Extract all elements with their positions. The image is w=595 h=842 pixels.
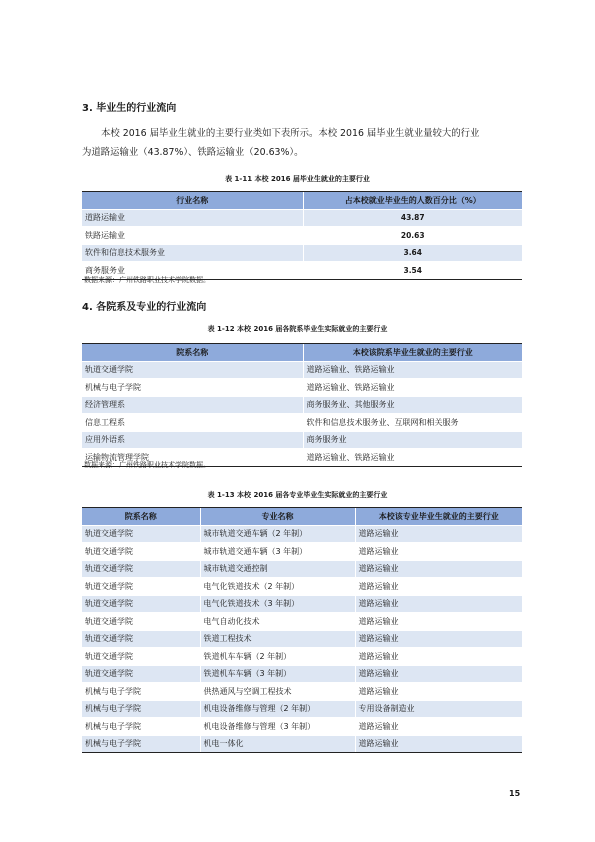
table-row bbox=[82, 683, 522, 701]
col-header: 院系名称 bbox=[82, 344, 303, 362]
table-row bbox=[82, 700, 522, 718]
table-cell: 机械与电子学院 bbox=[82, 718, 200, 736]
table-row bbox=[82, 578, 522, 596]
table-row bbox=[82, 414, 522, 432]
section3-heading: 3. 毕业生的行业流向 bbox=[82, 103, 177, 114]
table-cell: 机械与电子学院 bbox=[82, 700, 200, 718]
section3-paragraph bbox=[82, 124, 522, 162]
table-cell: 铁道工程技术 bbox=[200, 630, 355, 648]
table-cell: 机电设备维修与管理（2 年制） bbox=[200, 700, 355, 718]
table-cell: 机电设备维修与管理（3 年制） bbox=[200, 718, 355, 736]
table-cell: 商务服务业 bbox=[303, 431, 522, 449]
col-header: 本校该专业毕业生就业的主要行业 bbox=[355, 508, 522, 526]
table-cell: 3.54 bbox=[303, 262, 522, 280]
table-row bbox=[82, 735, 522, 753]
table-cell: 轨道交通学院 bbox=[82, 613, 200, 631]
table-row bbox=[82, 718, 522, 736]
table-cell: 电气化铁道技术（2 年制） bbox=[200, 578, 355, 596]
table-cell: 城市轨道交通车辆（3 年制） bbox=[200, 543, 355, 561]
table-cell: 道路运输业 bbox=[355, 525, 522, 543]
table-cell: 道路运输业 bbox=[355, 578, 522, 596]
col-header: 专业名称 bbox=[200, 508, 355, 526]
table-cell: 轨道交通学院 bbox=[82, 560, 200, 578]
table-cell: 机械与电子学院 bbox=[82, 735, 200, 753]
table-cell: 轨道交通学院 bbox=[82, 578, 200, 596]
table-row bbox=[82, 648, 522, 666]
table13-caption: 表 1-13 本校 2016 届各专业毕业生实际就业的主要行业 bbox=[207, 491, 388, 499]
table-cell: 应用外语系 bbox=[82, 431, 303, 449]
paragraph-line: 为道路运输业（43.87%）、铁路运输业（20.63%）。 bbox=[82, 147, 304, 158]
table-cell: 20.63 bbox=[303, 227, 522, 245]
table-row bbox=[82, 543, 522, 561]
table-row bbox=[82, 431, 522, 449]
table-cell: 43.87 bbox=[303, 209, 522, 227]
table12-source: 数据来源：广州铁路职业技术学院数据。 bbox=[84, 461, 210, 469]
table-cell: 道路运输业 bbox=[355, 543, 522, 561]
table-cell: 道路运输业 bbox=[355, 735, 522, 753]
table-cell: 铁路运输业 bbox=[82, 227, 303, 245]
table-cell: 机械与电子学院 bbox=[82, 379, 303, 397]
table-cell: 道路运输业、铁路运输业 bbox=[303, 361, 522, 379]
table-cell: 轨道交通学院 bbox=[82, 648, 200, 666]
table11-caption: 表 1-11 本校 2016 届毕业生就业的主要行业 bbox=[225, 175, 370, 183]
table-row bbox=[82, 379, 522, 397]
col-header: 院系名称 bbox=[82, 508, 200, 526]
table11-source: 数据来源：广州铁路职业技术学院数据。 bbox=[84, 276, 210, 284]
col-header: 占本校就业毕业生的人数百分比（%） bbox=[303, 192, 522, 210]
table-cell: 轨道交通学院 bbox=[82, 665, 200, 683]
table-cell: 电气自动化技术 bbox=[200, 613, 355, 631]
table-row bbox=[82, 227, 522, 245]
table-cell: 机电一体化 bbox=[200, 735, 355, 753]
table-cell: 商务服务业 bbox=[82, 262, 303, 280]
table-cell: 电气化铁道技术（3 年制） bbox=[200, 595, 355, 613]
table-cell: 铁道机车车辆（2 年制） bbox=[200, 648, 355, 666]
table-cell: 城市轨道交通控制 bbox=[200, 560, 355, 578]
page-number: 15 bbox=[509, 789, 521, 798]
table-cell: 专用设备制造业 bbox=[355, 700, 522, 718]
table-cell: 城市轨道交通车辆（2 年制） bbox=[200, 525, 355, 543]
table-row bbox=[82, 665, 522, 683]
table-row bbox=[82, 244, 522, 262]
table-cell: 软件和信息技术服务业、互联网和相关服务 bbox=[303, 414, 522, 432]
table-row bbox=[82, 209, 522, 227]
industry-table bbox=[82, 191, 522, 280]
table-cell: 铁道机车车辆（3 年制） bbox=[200, 665, 355, 683]
table-row bbox=[82, 525, 522, 543]
table-cell: 轨道交通学院 bbox=[82, 595, 200, 613]
table-cell: 轨道交通学院 bbox=[82, 543, 200, 561]
table-cell: 道路运输业 bbox=[355, 648, 522, 666]
table-cell: 轨道交通学院 bbox=[82, 525, 200, 543]
table-row bbox=[82, 361, 522, 379]
table-row bbox=[82, 595, 522, 613]
table-cell: 道路运输业 bbox=[355, 683, 522, 701]
table-cell: 经济管理系 bbox=[82, 396, 303, 414]
table-row bbox=[82, 396, 522, 414]
department-industry-table bbox=[82, 343, 522, 467]
table-cell: 供热通风与空调工程技术 bbox=[200, 683, 355, 701]
table-cell: 道路运输业、铁路运输业 bbox=[303, 379, 522, 397]
table-cell: 道路运输业 bbox=[355, 665, 522, 683]
table-cell: 道路运输业 bbox=[355, 630, 522, 648]
section4-heading: 4. 各院系及专业的行业流向 bbox=[82, 302, 207, 313]
table-cell: 3.64 bbox=[303, 244, 522, 262]
table12-caption: 表 1-12 本校 2016 届各院系毕业生实际就业的主要行业 bbox=[207, 325, 388, 333]
table-row bbox=[82, 630, 522, 648]
col-header: 行业名称 bbox=[82, 192, 303, 210]
table-cell: 机械与电子学院 bbox=[82, 683, 200, 701]
table-cell: 道路运输业 bbox=[82, 209, 303, 227]
table-cell: 道路运输业 bbox=[355, 613, 522, 631]
table-cell: 运输物流管理学院 bbox=[82, 449, 303, 467]
table-cell: 软件和信息技术服务业 bbox=[82, 244, 303, 262]
table-cell: 轨道交通学院 bbox=[82, 630, 200, 648]
table-row bbox=[82, 560, 522, 578]
table-cell: 道路运输业、铁路运输业 bbox=[303, 449, 522, 467]
table-cell: 道路运输业 bbox=[355, 595, 522, 613]
major-industry-table bbox=[82, 507, 522, 753]
col-header: 本校该院系毕业生就业的主要行业 bbox=[303, 344, 522, 362]
table-cell: 道路运输业 bbox=[355, 718, 522, 736]
table-cell: 信息工程系 bbox=[82, 414, 303, 432]
paragraph-line: 本校 2016 届毕业生就业的主要行业类如下表所示。本校 2016 届毕业生就业量较大的行业 bbox=[101, 128, 480, 139]
table-cell: 商务服务业、其他服务业 bbox=[303, 396, 522, 414]
table-row bbox=[82, 613, 522, 631]
table-cell: 道路运输业 bbox=[355, 560, 522, 578]
table-cell: 轨道交通学院 bbox=[82, 361, 303, 379]
